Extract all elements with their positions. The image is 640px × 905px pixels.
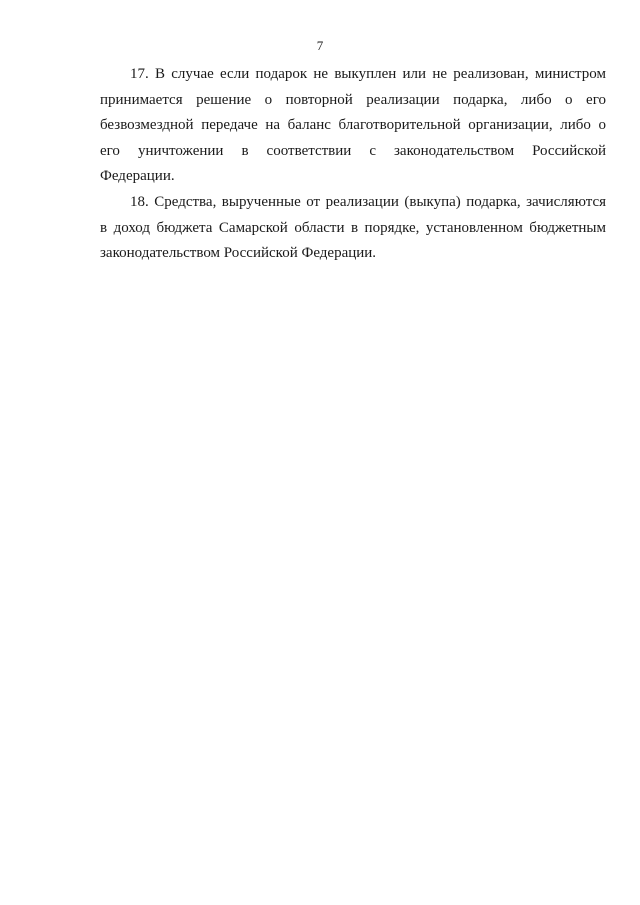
- paragraph-line: Федерации.: [100, 168, 175, 185]
- paragraph-line: 18. Средства, вырученные от реализации (выкупа) подарка, зачисляются: [130, 193, 606, 210]
- paragraph-line: принимается решение о повторной реализации подарка, либо о его: [100, 91, 606, 108]
- paragraph-line: его уничтожении в соответствии с законодательством Российской: [100, 142, 606, 159]
- page-number: 7: [316, 38, 324, 53]
- document-body: [100, 62, 606, 267]
- paragraph-line: безвозмездной передаче на баланс благотворительной организации, либо о: [100, 117, 606, 134]
- paragraph-18: [100, 190, 606, 267]
- paragraph-17: [100, 62, 606, 190]
- paragraph-line: в доход бюджета Самарской области в порядке, установленном бюджетным: [100, 219, 606, 236]
- paragraph-line: 17. В случае если подарок не выкуплен или не реализован, министром: [130, 66, 606, 82]
- paragraph-line: законодательством Российской Федерации.: [100, 245, 377, 262]
